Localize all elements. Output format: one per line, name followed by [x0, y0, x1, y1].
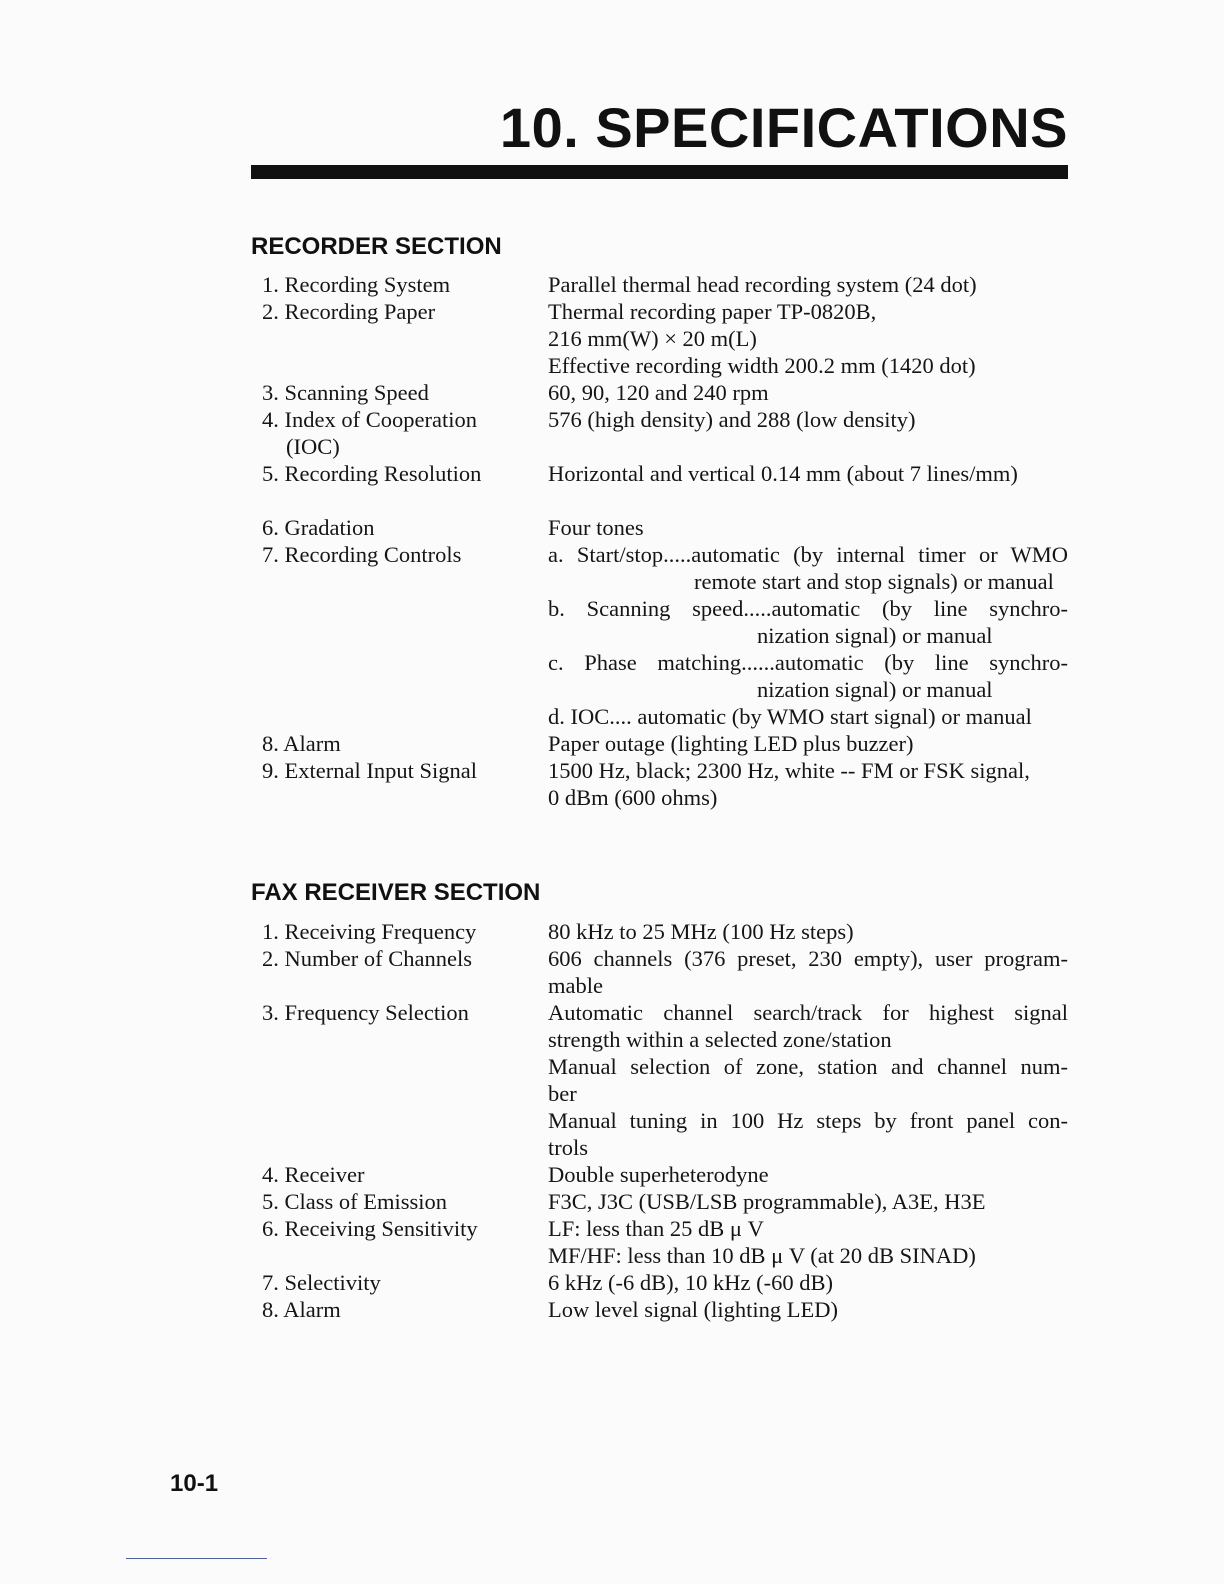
- spec-value: [548, 406, 1068, 433]
- spec-value-line: Horizontal and vertical 0.14 mm (about 7 lines/mm): [548, 461, 1018, 486]
- spec-label: 4. Receiver: [262, 1162, 365, 1187]
- spec-value-line: Double superheterodyne: [548, 1162, 769, 1187]
- spec-value: [548, 1161, 1068, 1188]
- spec-value: [548, 730, 1068, 757]
- spec-value-line: nization signal) or manual: [757, 677, 993, 702]
- spec-label: 5. Class of Emission: [262, 1189, 448, 1214]
- spec-value-line: MF/HF: less than 10 dB μ V (at 20 dB SINAD): [548, 1243, 976, 1268]
- spec-label: 1. Recording System: [262, 272, 451, 297]
- spec-value-line: a. Start/stop.....automatic (by internal timer or WMO: [548, 542, 1068, 567]
- spec-label: 2. Recording Paper: [262, 299, 436, 324]
- spec-value-line: strength within a selected zone/station: [548, 1027, 892, 1052]
- spec-value-line: b. Scanning speed.....automatic (by line synchro-: [548, 596, 1068, 621]
- chapter-title: 10. SPECIFICATIONS: [499, 96, 1068, 159]
- spec-value-line: 60, 90, 120 and 240 rpm: [548, 380, 769, 405]
- spec-value: [548, 460, 1068, 487]
- spec-label: 6. Receiving Sensitivity: [262, 1216, 478, 1241]
- spec-value-line: mable: [548, 973, 603, 998]
- spec-label: 3. Frequency Selection: [262, 1000, 469, 1025]
- spec-label: 6. Gradation: [262, 515, 375, 540]
- spec-label: 5. Recording Resolution: [262, 461, 482, 486]
- spec-label: 9. External Input Signal: [262, 758, 477, 783]
- spec-label: [262, 406, 532, 460]
- page-number: 10-1: [170, 1470, 219, 1497]
- spec-label-line: (IOC): [286, 434, 340, 459]
- spec-label: 3. Scanning Speed: [262, 380, 429, 405]
- spec-value-line: Thermal recording paper TP-0820B,: [548, 299, 877, 324]
- spec-value-line: Low level signal (lighting LED): [548, 1297, 838, 1322]
- spec-value: [548, 541, 1068, 730]
- spec-label-line: 4. Index of Cooperation: [262, 407, 477, 432]
- spec-value: [548, 757, 1068, 811]
- spec-value-line: Effective recording width 200.2 mm (1420 dot): [548, 353, 976, 378]
- spec-value-line: Four tones: [548, 515, 644, 540]
- spec-value-line: 216 mm(W) × 20 m(L): [548, 326, 757, 351]
- spec-value: [548, 945, 1068, 999]
- spec-value-line: trols: [548, 1135, 589, 1160]
- spec-value-line: 0 dBm (600 ohms): [548, 785, 718, 810]
- spec-label: 2. Number of Channels: [262, 946, 472, 971]
- spec-value-line: 606 channels (376 preset, 230 empty), user program-: [548, 946, 1068, 971]
- spec-value-line: Parallel thermal head recording system (24 dot): [548, 272, 977, 297]
- spec-value-line: nization signal) or manual: [757, 623, 993, 648]
- title-rule: [251, 165, 1068, 179]
- spec-value: [548, 271, 1068, 298]
- spec-label: 8. Alarm: [262, 1297, 341, 1322]
- spec-value-line: remote start and stop signals) or manual: [694, 569, 1054, 594]
- spec-value-line: 6 kHz (-6 dB), 10 kHz (-60 dB): [548, 1270, 833, 1295]
- spec-value: [548, 1215, 1068, 1269]
- spec-value-line: Automatic channel search/track for highest signal: [548, 1000, 1068, 1025]
- footer-rule: [126, 1558, 267, 1559]
- spec-value: [548, 1188, 1068, 1215]
- spec-label: 8. Alarm: [262, 731, 341, 756]
- spec-value: [548, 999, 1068, 1161]
- spec-value-line: 576 (high density) and 288 (low density): [548, 407, 916, 432]
- spec-value-line: ber: [548, 1081, 577, 1106]
- spec-value-line: d. IOC.... automatic (by WMO start signal) or manual: [548, 704, 1032, 729]
- spec-label: 7. Selectivity: [262, 1270, 381, 1295]
- spec-value: [548, 1296, 1068, 1323]
- spec-value-line: Manual tuning in 100 Hz steps by front panel con-: [548, 1108, 1068, 1133]
- spec-value: [548, 1269, 1068, 1296]
- spec-value-line: LF: less than 25 dB μ V: [548, 1216, 764, 1241]
- spec-value: [548, 514, 1068, 541]
- spec-value-line: 1500 Hz, black; 2300 Hz, white -- FM or FSK signal,: [548, 758, 1030, 783]
- spec-label: 7. Recording Controls: [262, 542, 462, 567]
- fax-section-heading: FAX RECEIVER SECTION: [251, 879, 541, 906]
- spec-label: 1. Receiving Frequency: [262, 919, 477, 944]
- spec-value-line: Manual selection of zone, station and channel num-: [548, 1054, 1068, 1079]
- recorder-section-heading: RECORDER SECTION: [251, 233, 502, 260]
- spec-value: [548, 298, 1068, 379]
- spec-value-line: 80 kHz to 25 MHz (100 Hz steps): [548, 919, 854, 944]
- spec-value: [548, 379, 1068, 406]
- spec-value: [548, 918, 1068, 945]
- spec-value-line: c. Phase matching......automatic (by line synchro-: [548, 650, 1068, 675]
- spec-value-line: Paper outage (lighting LED plus buzzer): [548, 731, 914, 756]
- spec-value-line: F3C, J3C (USB/LSB programmable), A3E, H3E: [548, 1189, 986, 1214]
